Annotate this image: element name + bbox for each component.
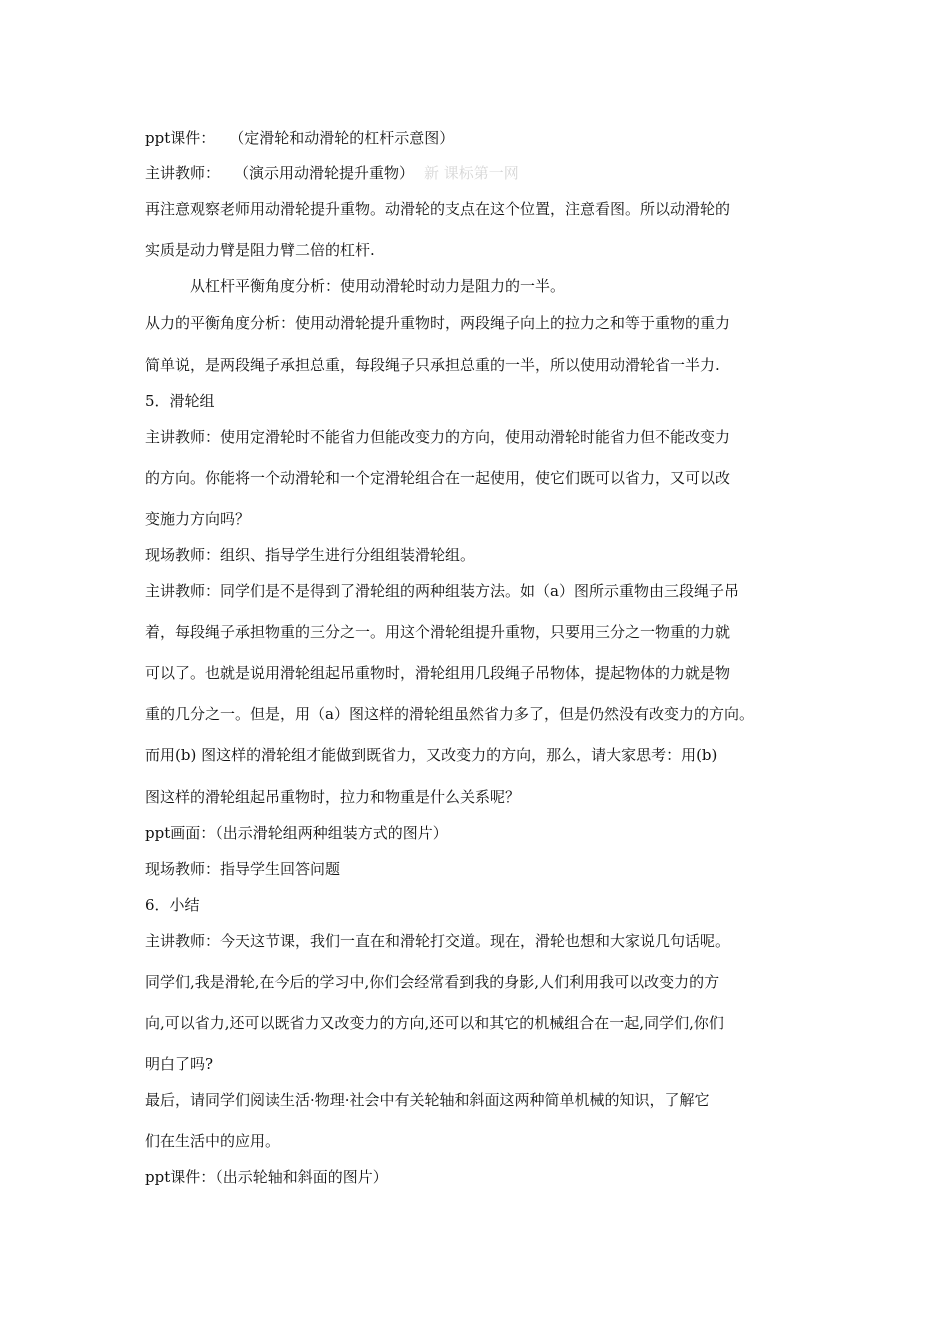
paragraph-line: 再注意观察老师用动滑轮提升重物。动滑轮的支点在这个位置，注意看图。所以动滑轮的 [145,200,731,218]
paragraph-line: 同学们,我是滑轮,在今后的学习中,你们会经常看到我的身影,人们利用我可以改变力的方 [145,973,720,991]
paragraph-line: 现场教师：指导学生回答问题 [145,860,341,878]
section-heading-6: 6．小结 [145,896,200,914]
paragraph-line: 着，每段绳子承担物重的三分之一。用这个滑轮组提升重物，只要用三分之一物重的力就 [145,623,731,641]
paragraph-line: 可以了。也就是说用滑轮组起吊重物时，滑轮组用几段绳子吊物体，提起物体的力就是物 [145,664,731,682]
ppt-courseware-line-1 [145,128,454,148]
line-text: （演示用动滑轮提升重物） [234,164,415,182]
paragraph-line: 现场教师：组织、指导学生进行分组组装滑轮组。 [145,546,476,564]
paragraph-line: 实质是动力臂是阻力臂二倍的杠杆. [145,241,375,259]
paragraph-line: 从杠杆平衡角度分析：使用动滑轮时动力是阻力的一半。 [190,277,566,295]
lead-teacher-line-1 [145,163,519,183]
paragraph-line: 变施力方向吗？ [145,510,251,528]
watermark-text: 新 课标第一网 [424,164,519,182]
paragraph-line: 主讲教师：同学们是不是得到了滑轮组的两种组装方法。如（a）图所示重物由三段绳子吊 [145,582,739,600]
paragraph-line: 的方向。你能将一个动滑轮和一个定滑轮组合在一起使用，使它们既可以省力，又可以改 [145,469,731,487]
paragraph-line: 们在生活中的应用。 [145,1132,281,1150]
section-heading-5: 5．滑轮组 [145,392,215,410]
paragraph-line: 向,可以省力,还可以既省力又改变力的方向,还可以和其它的机械组合在一起,同学们,你们 [145,1014,724,1032]
paragraph-line: 图这样的滑轮组起吊重物时，拉力和物重是什么关系呢？ [145,788,521,806]
paragraph-line: 重的几分之一。但是，用（a）图这样的滑轮组虽然省力多了，但是仍然没有改变力的方向。 [145,705,754,723]
paragraph-line: 最后，请同学们阅读生活·物理·社会中有关轮轴和斜面这两种简单机械的知识，了解它 [145,1091,710,1109]
speaker-label: 主讲教师： [145,164,221,182]
speaker-label: ppt课件： [145,129,216,147]
paragraph-line: 从力的平衡角度分析：使用动滑轮提升重物时，两段绳子向上的拉力之和等于重物的重力 [145,314,731,332]
line-text: （定滑轮和动滑轮的杠杆示意图） [229,129,455,147]
paragraph-line: 主讲教师：使用定滑轮时不能省力但能改变力的方向，使用动滑轮时能省力但不能改变力 [145,428,731,446]
paragraph-line: 明白了吗? [145,1055,214,1073]
ppt-courseware-line-2: ppt课件：（出示轮轴和斜面的图片） [145,1168,388,1186]
paragraph-line: 主讲教师：今天这节课，我们一直在和滑轮打交道。现在，滑轮也想和大家说几句话呢。 [145,932,731,950]
paragraph-line: 而用(b) 图这样的滑轮组才能做到既省力，又改变力的方向，那么，请大家思考：用(b) [145,746,718,764]
ppt-screen-line: ppt画面：（出示滑轮组两种组装方式的图片） [145,824,448,842]
paragraph-line: 简单说，是两段绳子承担总重，每段绳子只承担总重的一半，所以使用动滑轮省一半力. [145,356,720,374]
